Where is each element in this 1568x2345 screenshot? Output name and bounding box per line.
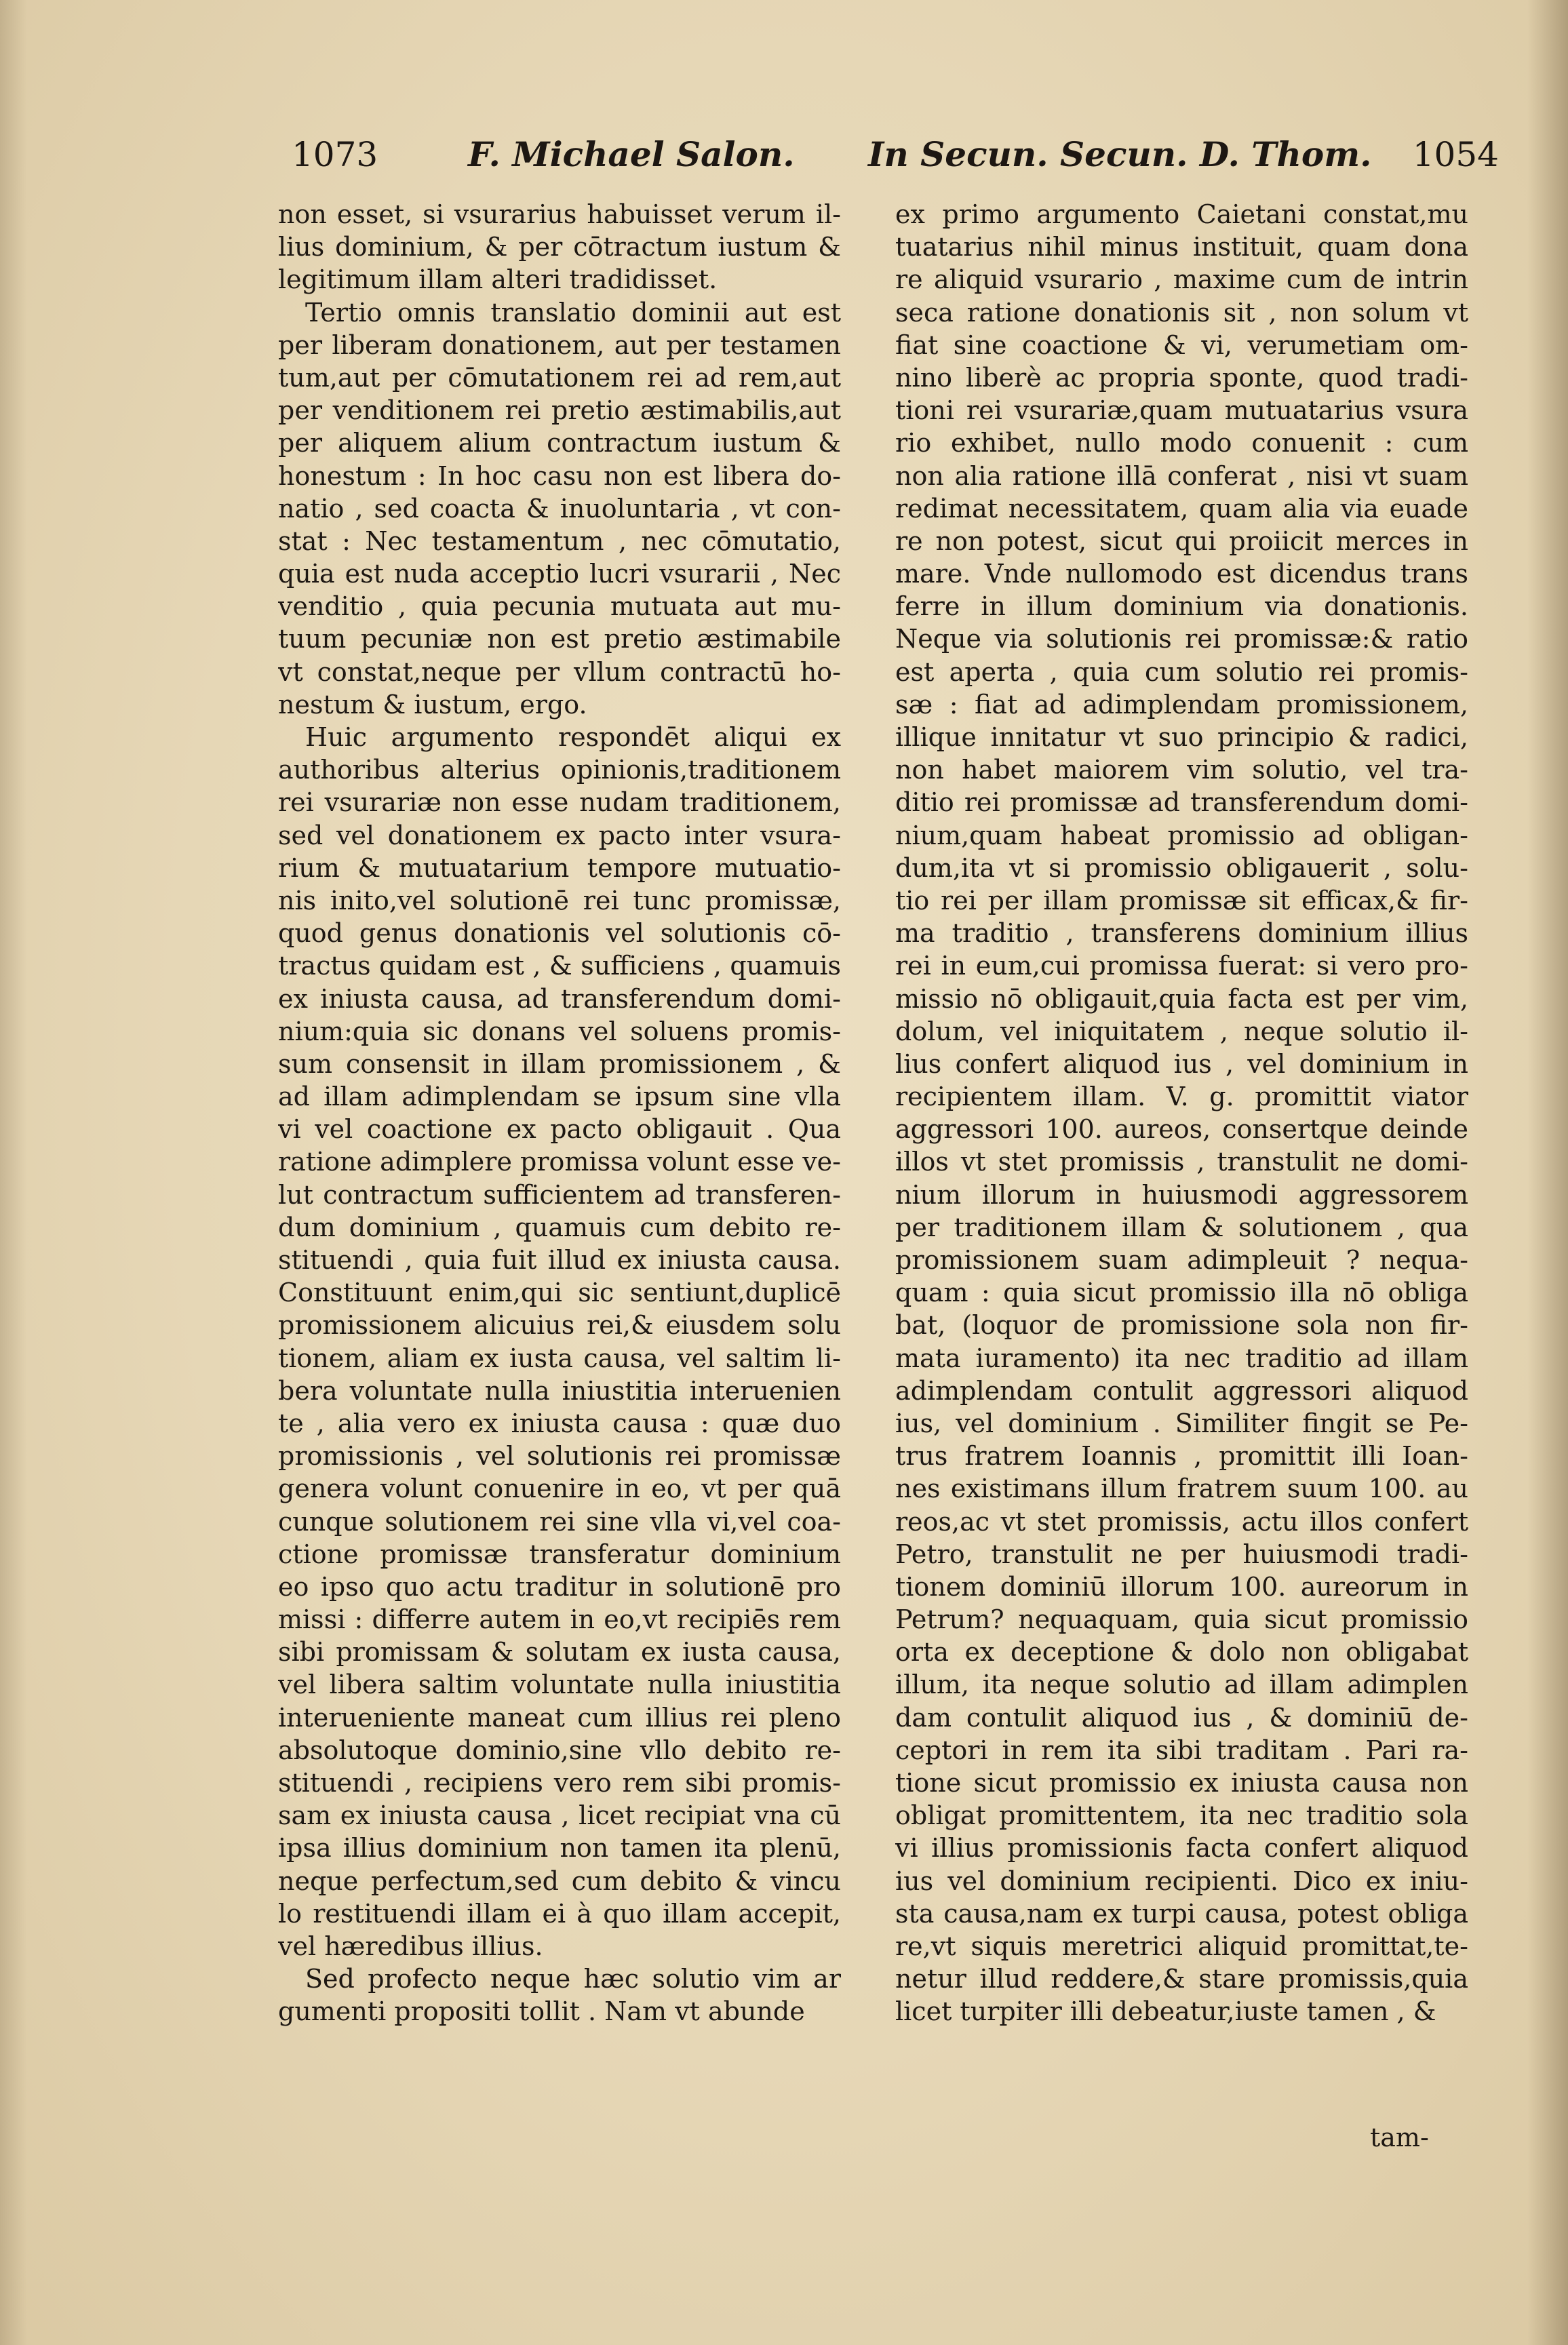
text-line: vi vel coactione ex pacto obligauit . Qua xyxy=(278,1114,841,1145)
text-line: ctione promissæ transferatur dominium xyxy=(278,1539,841,1569)
right-running-title: In Secun. Secun. D. Thom. xyxy=(868,134,1372,174)
text-line: authoribus alterius opinionis,traditionem xyxy=(278,755,841,785)
text-line: quod genus donationis vel solutionis cō- xyxy=(278,918,841,949)
text-line: reos,ac vt stet promissis, actu illos confert xyxy=(895,1506,1468,1537)
text-line: lius confert aliquod ius , vel dominium in xyxy=(895,1048,1468,1079)
text-line: re,vt siquis meretrici aliquid promittat,te- xyxy=(895,1931,1468,1961)
text-line: quia est nuda acceptio lucri vsurarii , Nec xyxy=(278,559,841,589)
text-line: sibi promissam & solutam ex iusta causa, xyxy=(278,1637,841,1668)
text-line: per venditionem rei pretio æstimabilis,aut xyxy=(278,395,841,426)
text-line: legitimum illam alteri tradidisset. xyxy=(278,264,718,295)
text-line: rio exhibet, nullo modo conuenit : cum xyxy=(895,428,1468,458)
text-line: illos vt stet promissis , transtulit ne domi- xyxy=(895,1147,1468,1177)
page-edge-shadow-left xyxy=(0,0,27,2345)
text-line: Petrum? nequaquam, quia sicut promissio xyxy=(895,1604,1468,1635)
text-line: neque perfectum,sed cum debito & vincu xyxy=(278,1866,841,1896)
text-line: re aliquid vsurario , maxime cum de intrin xyxy=(895,264,1468,295)
text-line: lut contractum sufficientem ad transferen- xyxy=(278,1179,841,1210)
text-line: absolutoque dominio,sine vllo debito re- xyxy=(278,1735,841,1765)
text-line: lo restituendi illam ei à quo illam accepit, xyxy=(278,1898,841,1929)
text-line: redimat necessitatem, quam alia via euade xyxy=(895,493,1468,524)
page-edge-shadow-right xyxy=(1527,0,1568,2345)
text-line: mare. Vnde nullomodo est dicendus trans xyxy=(895,559,1468,589)
text-line: promissionis , vel solutionis rei promissæ xyxy=(278,1441,841,1472)
text-line: netur illud reddere,& stare promissis,quia xyxy=(895,1964,1468,1994)
text-line: ratione adimplere promissa volunt esse ve- xyxy=(278,1147,841,1177)
text-line: ferre in illum dominium via donationis. xyxy=(895,591,1468,622)
text-line: recipientem illam. V. g. promittit viator xyxy=(895,1082,1468,1112)
text-line: interueniente maneat cum illius rei pleno xyxy=(278,1702,841,1733)
text-line: tionem dominiū illorum 100. aureorum in xyxy=(895,1571,1468,1602)
text-line: per traditionem illam & solutionem , qua xyxy=(895,1212,1468,1242)
left-running-author: F. Michael Salon. xyxy=(468,134,795,174)
text-line: nes existimans illum fratrem suum 100. au xyxy=(895,1474,1468,1504)
text-line: nino liberè ac propria sponte, quod tradi- xyxy=(895,362,1468,393)
text-line: nium,quam habeat promissio ad obligan- xyxy=(895,820,1468,850)
text-line: cunque solutionem rei sine vlla vi,vel coa- xyxy=(278,1506,841,1537)
text-line: tione sicut promissio ex iniusta causa non xyxy=(895,1768,1468,1798)
text-line: promissionem alicuius rei,& eiusdem solu xyxy=(278,1310,841,1341)
text-line: genera volunt conuenire in eo, vt per quā xyxy=(278,1474,841,1504)
text-line: sed vel donationem ex pacto inter vsura- xyxy=(278,820,841,850)
text-line: stituendi , quia fuit illud ex iniusta causa. xyxy=(278,1245,841,1275)
text-line: licet turpiter illi debeatur,iuste tamen , & xyxy=(895,1996,1436,2027)
text-line: nestum & iustum, ergo. xyxy=(278,689,587,720)
text-line: vel hæredibus illius. xyxy=(278,1931,543,1961)
right-text-column xyxy=(895,198,1468,2028)
text-line: rium & mutuatarium tempore mutuatio- xyxy=(278,852,841,883)
text-line: vi illius promissionis facta confert aliquod xyxy=(895,1833,1468,1864)
text-line: tio rei per illam promissæ sit efficax,& fir- xyxy=(895,885,1468,915)
text-line: bat, (loquor de promissione sola non fir- xyxy=(895,1310,1468,1341)
text-line: tractus quidam est , & sufficiens , quamuis xyxy=(278,951,841,981)
text-line: dum,ita vt si promissio obligauerit , solu- xyxy=(895,852,1468,883)
text-line: Huic argumento respondēt aliqui ex xyxy=(305,722,841,752)
text-line: per liberam donationem, aut per testamen xyxy=(278,330,841,360)
text-line: dolum, vel iniquitatem , neque solutio il- xyxy=(895,1016,1468,1046)
text-line: dam contulit aliquod ius , & dominiū de- xyxy=(895,1702,1468,1733)
text-line: tioni rei vsurariæ,quam mutuatarius vsura xyxy=(895,395,1468,426)
running-head xyxy=(292,127,1499,182)
text-line: ipsa illius dominium non tamen ita plenū, xyxy=(278,1833,841,1864)
text-line: gumenti propositi tollit . Nam vt abunde xyxy=(278,1996,805,2027)
text-line: honestum : In hoc casu non est libera do- xyxy=(278,460,841,491)
text-line: obligat promittentem, ita nec traditio sola xyxy=(895,1800,1468,1831)
text-line: nium illorum in huiusmodi aggressorem xyxy=(895,1179,1468,1210)
text-line: per aliquem alium contractum iustum & xyxy=(278,428,841,458)
text-line: fiat sine coactione & vi, verumetiam om- xyxy=(895,330,1468,360)
left-page-number: 1073 xyxy=(292,135,378,174)
text-line: ius vel dominium recipienti. Dico ex iniu- xyxy=(895,1866,1468,1896)
text-line: seca ratione donationis sit , non solum vt xyxy=(895,297,1468,328)
text-line: Constituunt enim,qui sic sentiunt,duplicē xyxy=(278,1278,841,1308)
text-line: ex iniusta causa, ad transferendum domi- xyxy=(278,983,841,1014)
text-line: re non potest, sicut qui proiicit merces in xyxy=(895,526,1468,556)
text-line: ius, vel dominium . Similiter fingit se Pe- xyxy=(895,1408,1468,1438)
text-line: ma traditio , transferens dominium illius xyxy=(895,918,1468,949)
text-line: eo ipso quo actu traditur in solutionē pro xyxy=(278,1571,841,1602)
text-line: tum,aut per cōmutationem rei ad rem,aut xyxy=(278,362,841,393)
text-line: Petro, transtulit ne per huiusmodi tradi- xyxy=(895,1539,1468,1569)
text-line: missio nō obligauit,quia facta est per vim, xyxy=(895,983,1468,1014)
text-line: orta ex deceptione & dolo non obligabat xyxy=(895,1637,1468,1668)
text-line: tuatarius nihil minus instituit, quam dona xyxy=(895,232,1468,262)
text-line: Neque via solutionis rei promissæ:& ratio xyxy=(895,624,1468,654)
text-line: trus fratrem Ioannis , promittit illi Ioan- xyxy=(895,1441,1468,1472)
text-line: natio , sed coacta & inuoluntaria , vt con- xyxy=(278,493,841,524)
text-line: rei in eum,cui promissa fuerat: si vero pro- xyxy=(895,951,1468,981)
text-line: dum dominium , quamuis cum debito re- xyxy=(278,1212,841,1242)
text-line: rei vsurariæ non esse nudam traditionem, xyxy=(278,787,841,818)
left-text-column xyxy=(278,198,841,2028)
text-line: ditio rei promissæ ad transferendum domi- xyxy=(895,787,1468,818)
text-line: missi : differre autem in eo,vt recipiēs rem xyxy=(278,1604,841,1635)
text-line: sum consensit in illam promissionem , & xyxy=(278,1048,841,1079)
text-line: ex primo argumento Caietani constat,mu xyxy=(895,199,1468,229)
text-line: nis inito,vel solutionē rei tunc promissæ, xyxy=(278,885,841,915)
text-line: sæ : fiat ad adimplendam promissionem, xyxy=(895,689,1468,720)
text-line: ceptori in rem ita sibi traditam . Pari ra- xyxy=(895,1735,1468,1765)
text-line: Sed profecto neque hæc solutio vim ar xyxy=(305,1964,841,1994)
right-page-number: 1054 xyxy=(1412,135,1499,174)
catchword: tam- xyxy=(1370,2123,1429,2152)
text-line: stituendi , recipiens vero rem sibi promis- xyxy=(278,1768,841,1798)
text-line: te , alia vero ex iniusta causa : quæ duo xyxy=(278,1408,841,1438)
text-line: illique innitatur vt suo principio & radici, xyxy=(895,722,1468,752)
text-line: nium:quia sic donans vel soluens promis- xyxy=(278,1016,841,1046)
text-line: ad illam adimplendam se ipsum sine vlla xyxy=(278,1082,841,1112)
text-line: venditio , quia pecunia mutuata aut mu- xyxy=(278,591,841,622)
text-line: non habet maiorem vim solutio, vel tra- xyxy=(895,755,1468,785)
text-line: illum, ita neque solutio ad illam adimplen xyxy=(895,1670,1468,1700)
text-line: quam : quia sicut promissio illa nō obliga xyxy=(895,1278,1468,1308)
text-line: bera voluntate nulla iniustitia interuenien xyxy=(278,1375,841,1406)
text-line: non alia ratione illā conferat , nisi vt suam xyxy=(895,460,1468,491)
text-line: vt constat,neque per vllum contractū ho- xyxy=(278,656,841,687)
text-line: tionem, aliam ex iusta causa, vel saltim li- xyxy=(278,1343,841,1373)
text-line: non esset, si vsurarius habuisset verum il- xyxy=(278,199,841,229)
text-line: sta causa,nam ex turpi causa, potest obliga xyxy=(895,1898,1468,1929)
text-line: promissionem suam adimpleuit ? nequa- xyxy=(895,1245,1468,1275)
text-line: Tertio omnis translatio dominii aut est xyxy=(305,297,841,328)
text-line: stat : Nec testamentum , nec cōmutatio, xyxy=(278,526,841,556)
text-line: aggressori 100. aureos, consertque deinde xyxy=(895,1114,1468,1145)
text-line: lius dominium, & per cōtractum iustum & xyxy=(278,232,841,262)
text-line: vel libera saltim voluntate nulla iniustitia xyxy=(278,1670,841,1700)
text-line: adimplendam contulit aggressori aliquod xyxy=(895,1375,1468,1406)
text-line: sam ex iniusta causa , licet recipiat vna cū xyxy=(278,1800,841,1831)
text-line: est aperta , quia cum solutio rei promis- xyxy=(895,656,1468,687)
text-line: mata iuramento) ita nec traditio ad illam xyxy=(895,1343,1468,1373)
text-line: tuum pecuniæ non est pretio æstimabile xyxy=(278,624,841,654)
